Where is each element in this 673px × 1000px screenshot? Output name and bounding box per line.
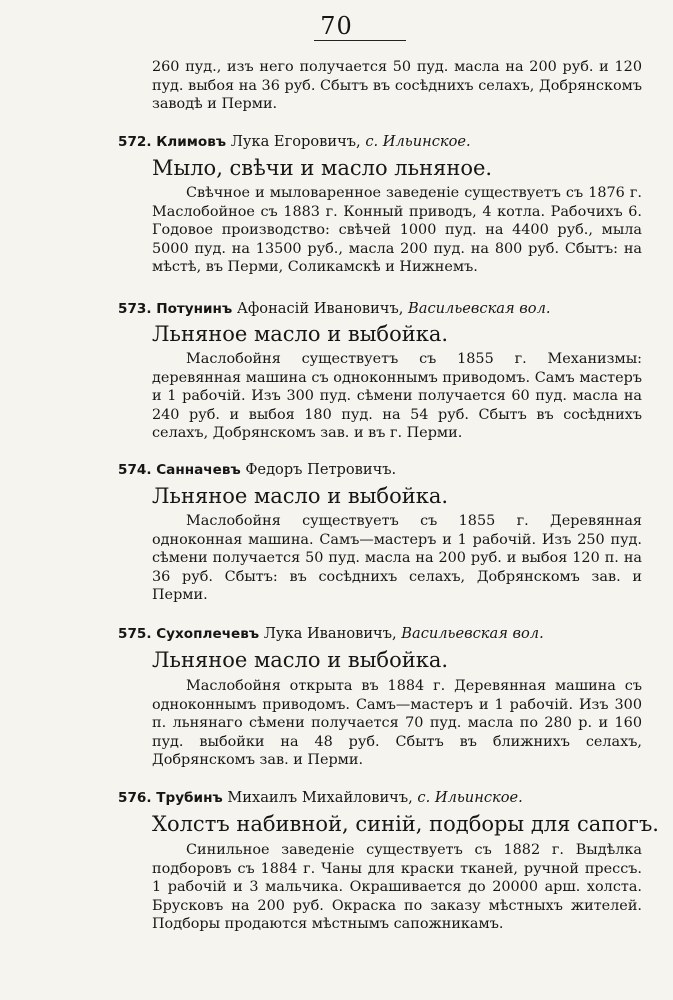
entry-number: 573.: [118, 301, 152, 317]
entry-574-text: Маслобойня существуетъ съ 1855 г. Деревянная одноконная машина. Самъ—мастеръ и 1 рабочій. Изъ 250 пуд. сѣмени получается 50 пуд. масла на 200 руб. и выбоя 120 п. на 36 руб. Сбытъ: въ сосѣднихъ селахъ, Добрянскомъ зав. и Перми.: [152, 513, 642, 604]
page-number-rule: [314, 40, 406, 41]
entry-576-header: [118, 789, 658, 806]
entry-surname: Потунинъ: [156, 301, 233, 317]
entry-575-header: [118, 625, 658, 642]
entry-surname: Санначевъ: [156, 462, 241, 478]
entry-573-text: Маслобойня существуетъ съ 1855 г. Механизмы: деревянная машина съ одноконнымъ приводомъ. Самъ мастеръ и 1 рабочій. Изъ 300 пуд. сѣмени получается 60 пуд. масла на 240 руб. и выбоя 180 пуд. на 54 руб. Сбытъ въ сосѣднихъ селахъ, Добрянскомъ зав. и въ г. Перми.: [152, 351, 642, 442]
entry-given-names: Федоръ Петровичъ.: [245, 461, 397, 478]
entry-place: Васильевская вол.: [408, 300, 551, 317]
entry-573-header: [118, 300, 658, 317]
entry-given-names: Михаилъ Михайловичъ,: [227, 789, 413, 806]
entry-place: Васильевская вол.: [401, 625, 544, 642]
entry-given-names: Лука Егоровичъ,: [230, 133, 361, 150]
entry-surname: Климовъ: [156, 134, 227, 150]
entry-place: с. Ильинское.: [417, 789, 523, 806]
entry-575-title: Льняное масло и выбойка.: [152, 648, 449, 672]
entry-place: с. Ильинское.: [365, 133, 471, 150]
entry-given-names: Афонасій Ивановичъ,: [236, 300, 404, 317]
page-number: 70: [320, 12, 353, 40]
entry-number: 575.: [118, 626, 152, 642]
entry-572-title: Мыло, свѣчи и масло льняное.: [152, 156, 493, 180]
entry-surname: Трубинъ: [156, 790, 223, 806]
entry-573-title: Льняное масло и выбойка.: [152, 322, 449, 346]
intro-paragraph: 260 пуд., изъ него получается 50 пуд. масла на 200 руб. и 120 пуд. выбоя на 36 руб. Сбытъ въ сосѣднихъ селахъ, Добрянскомъ заводѣ и Перми.: [152, 59, 642, 113]
entry-surname: Сухоплечевъ: [156, 626, 260, 642]
entry-number: 576.: [118, 790, 152, 806]
entry-number: 572.: [118, 134, 152, 150]
entry-572-header: [118, 133, 658, 150]
entry-575-text: Маслобойня открыта въ 1884 г. Деревянная машина съ одноконнымъ приводомъ. Самъ—мастеръ и 1 рабочій. Изъ 300 п. льнянаго сѣмени получается 70 пуд. масла по 280 р. и 160 пуд. выбойки на 48 руб. Сбытъ въ ближнихъ селахъ, Добрянскомъ зав. и Перми.: [152, 678, 642, 769]
entry-574-title: Льняное масло и выбойка.: [152, 484, 449, 508]
entry-number: 574.: [118, 462, 152, 478]
entry-572-text: Свѣчное и мыловаренное заведеніе существуетъ съ 1876 г. Маслобойное съ 1883 г. Конный приводъ, 4 котла. Рабочихъ 6. Годовое производство: свѣчей 1000 пуд. на 4400 руб., мыла 5000 пуд. на 13500 руб., масла 200 пуд. на 800 руб. Сбытъ: на мѣстѣ, въ Перми, Соликамскѣ и Нижнемъ.: [152, 185, 642, 276]
entry-576-title: Холстъ набивной, синій, подборы для сапогъ.: [152, 812, 659, 836]
entry-given-names: Лука Ивановичъ,: [263, 625, 397, 642]
entry-576-text: Синильное заведеніе существуетъ съ 1882 г. Выдѣлка подборовъ съ 1884 г. Чаны для краски тканей, ручной прессъ. 1 рабочій и 3 мальчика. Окрашивается до 20000 арш. холста. Брусковъ на 200 руб. Окраска по заказу мѣстныхъ жителей. Подборы продаются мѣстнымъ сапожникамъ.: [152, 842, 642, 933]
entry-574-header: [118, 461, 658, 478]
